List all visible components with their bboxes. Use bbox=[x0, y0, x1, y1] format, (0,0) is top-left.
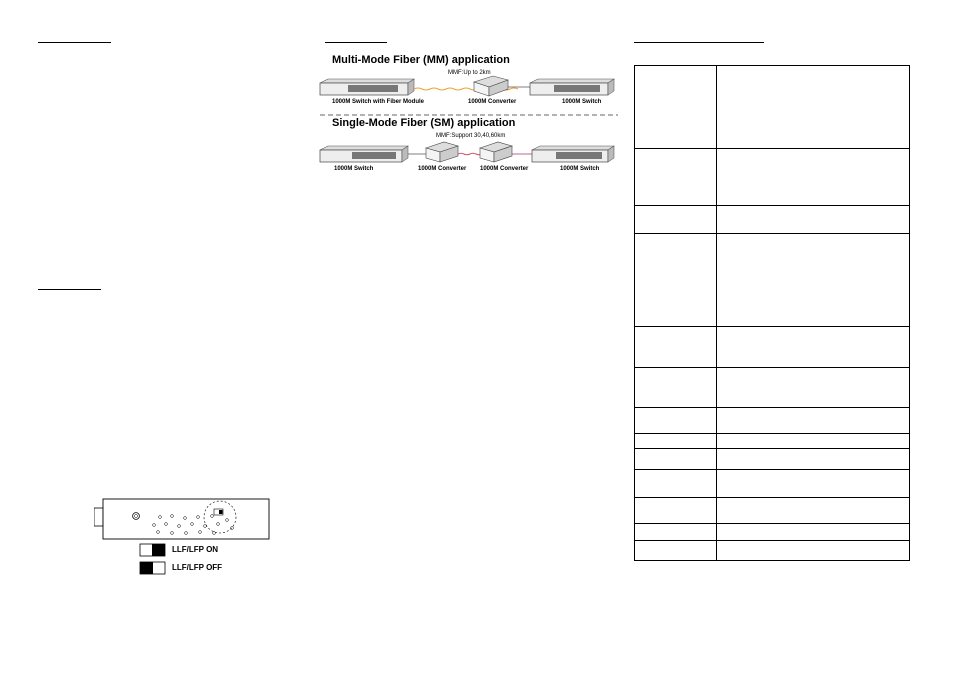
sm-converter-left bbox=[426, 142, 458, 162]
sm-converter-right bbox=[480, 142, 512, 162]
middle-heading-underline bbox=[325, 42, 387, 43]
left-heading-underline-2 bbox=[38, 289, 101, 290]
mm-converter bbox=[474, 76, 508, 96]
sm-label-converter-left: 1000M Converter bbox=[418, 166, 467, 172]
sm-switch-left bbox=[320, 146, 408, 162]
sm-label-switch-right: 1000M Switch bbox=[560, 166, 600, 172]
table-row bbox=[635, 497, 909, 524]
sm-label-converter-right: 1000M Converter bbox=[480, 166, 529, 172]
table-row bbox=[635, 367, 909, 408]
right-heading-underline bbox=[634, 42, 764, 43]
mm-label-converter: 1000M Converter bbox=[468, 99, 517, 105]
mm-heading: Multi-Mode Fiber (MM) application bbox=[332, 54, 510, 66]
switch-off-label: LLF/LFP OFF bbox=[172, 563, 223, 572]
mm-label-switch-fiber: 1000M Switch with Fiber Module bbox=[332, 99, 425, 105]
table-row bbox=[635, 433, 909, 449]
sm-heading: Single-Mode Fiber (SM) application bbox=[332, 117, 516, 129]
table-row bbox=[635, 148, 909, 206]
table-row bbox=[635, 233, 909, 327]
switch-on-label: LLF/LFP ON bbox=[172, 545, 219, 554]
table-row bbox=[635, 523, 909, 541]
sm-distance: MMF:Support 30,40,60km bbox=[436, 133, 506, 139]
table-row bbox=[635, 326, 909, 368]
table-row bbox=[635, 540, 909, 560]
table-row bbox=[635, 469, 909, 498]
specification-table bbox=[634, 65, 910, 561]
sm-label-switch-left: 1000M Switch bbox=[334, 166, 374, 172]
left-heading-underline-1 bbox=[38, 42, 111, 43]
table-row bbox=[635, 407, 909, 434]
mm-switch-left bbox=[320, 79, 414, 95]
application-diagram bbox=[318, 54, 618, 184]
device-panel-figure bbox=[94, 495, 270, 585]
mm-switch-right bbox=[530, 79, 614, 95]
table-row bbox=[635, 205, 909, 234]
table-row bbox=[635, 448, 909, 470]
mm-distance: MMF:Up to 2km bbox=[448, 70, 491, 76]
sm-switch-right bbox=[532, 146, 614, 162]
table-row bbox=[635, 66, 909, 149]
mm-label-switch: 1000M Switch bbox=[562, 99, 602, 105]
